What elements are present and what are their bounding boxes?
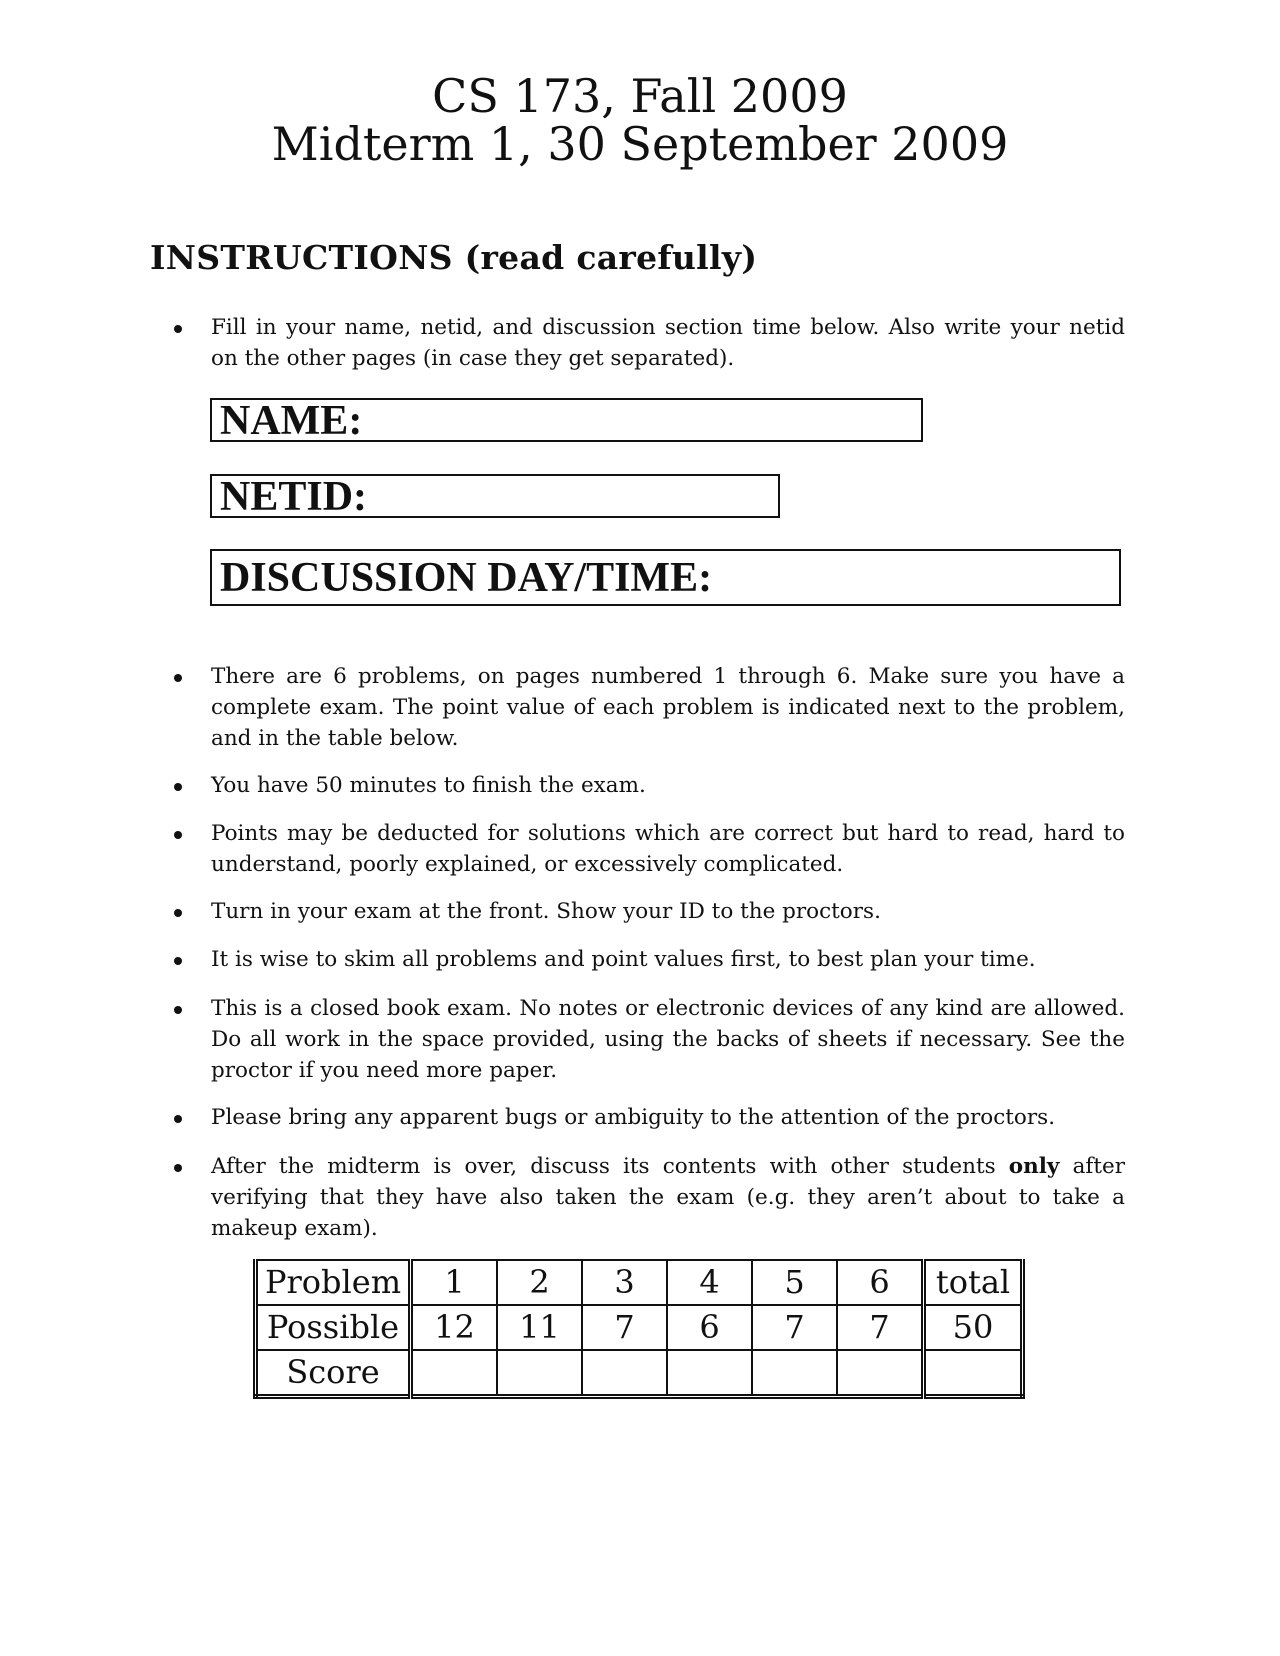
row-label: Problem xyxy=(256,1260,411,1305)
score-cell[interactable] xyxy=(667,1350,752,1397)
row-label: Possible xyxy=(256,1305,411,1350)
problem-number: 2 xyxy=(497,1260,582,1305)
possible-points: 11 xyxy=(497,1305,582,1350)
score-cell[interactable] xyxy=(411,1350,498,1397)
bullet-icon xyxy=(174,674,182,682)
instruction-item: Please bring any apparent bugs or ambiguity to the attention of the proctors. xyxy=(188,1102,1125,1133)
problem-number: 6 xyxy=(837,1260,924,1305)
possible-points: 7 xyxy=(837,1305,924,1350)
instruction-item: It is wise to skim all problems and point values first, to best plan your time. xyxy=(188,944,1125,975)
problem-number: 1 xyxy=(411,1260,498,1305)
possible-points: 7 xyxy=(582,1305,667,1350)
score-table xyxy=(253,1259,1025,1399)
netid-label: NETID: xyxy=(220,474,368,520)
possible-points: 6 xyxy=(667,1305,752,1350)
instruction-item: After the midterm is over, discuss its contents with other students only after verifying that they have also taken the exam (e.g. they aren’t about to take a makeup exam). xyxy=(188,1151,1125,1244)
total-header: total xyxy=(924,1260,1023,1305)
name-label: NAME: xyxy=(220,398,363,444)
possible-total: 50 xyxy=(924,1305,1023,1350)
instruction-item: Fill in your name, netid, and discussion section time below. Also write your netid on the other pages (in case they get separated). xyxy=(188,312,1125,374)
problem-number: 5 xyxy=(752,1260,837,1305)
possible-row xyxy=(256,1305,1023,1350)
instruction-item: Turn in your exam at the front. Show your ID to the proctors. xyxy=(188,896,1125,927)
bullet-icon xyxy=(174,831,182,839)
score-cell[interactable] xyxy=(837,1350,924,1397)
bullet-icon xyxy=(174,325,182,333)
problem-number: 3 xyxy=(582,1260,667,1305)
problem-row xyxy=(256,1260,1023,1305)
instructions-heading: INSTRUCTIONS (read carefully) xyxy=(150,238,758,277)
bullet-icon xyxy=(174,1115,182,1123)
exam-title-line2: Midterm 1, 30 September 2009 xyxy=(271,117,1009,171)
instruction-item: This is a closed book exam. No notes or electronic devices of any kind are allowed. Do all work in the space provided, using the backs of sheets if necessary. See the proctor if you need more paper. xyxy=(188,993,1125,1086)
discussion-label: DISCUSSION DAY/TIME: xyxy=(220,555,713,601)
score-cell[interactable] xyxy=(582,1350,667,1397)
row-label: Score xyxy=(256,1350,411,1397)
score-total-cell[interactable] xyxy=(924,1350,1023,1397)
problem-number: 4 xyxy=(667,1260,752,1305)
discussion-field[interactable] xyxy=(210,549,1121,606)
instruction-item: There are 6 problems, on pages numbered 1 through 6. Make sure you have a complete exam. The point value of each problem is indicated next to the problem, and in the table below. xyxy=(188,661,1125,754)
instruction-item: You have 50 minutes to finish the exam. xyxy=(188,770,1125,801)
score-cell[interactable] xyxy=(497,1350,582,1397)
bullet-icon xyxy=(174,909,182,917)
bullet-icon xyxy=(174,783,182,791)
score-row xyxy=(256,1350,1023,1397)
possible-points: 12 xyxy=(411,1305,498,1350)
bullet-icon xyxy=(174,957,182,965)
bullet-icon xyxy=(174,1006,182,1014)
score-cell[interactable] xyxy=(752,1350,837,1397)
netid-field[interactable] xyxy=(210,474,780,518)
exam-title-line1: CS 173, Fall 2009 xyxy=(432,69,848,123)
possible-points: 7 xyxy=(752,1305,837,1350)
bullet-icon xyxy=(174,1164,182,1172)
instruction-item: Points may be deducted for solutions which are correct but hard to read, hard to understand, poorly explained, or excessively complicated. xyxy=(188,818,1125,880)
name-field[interactable] xyxy=(210,398,923,442)
